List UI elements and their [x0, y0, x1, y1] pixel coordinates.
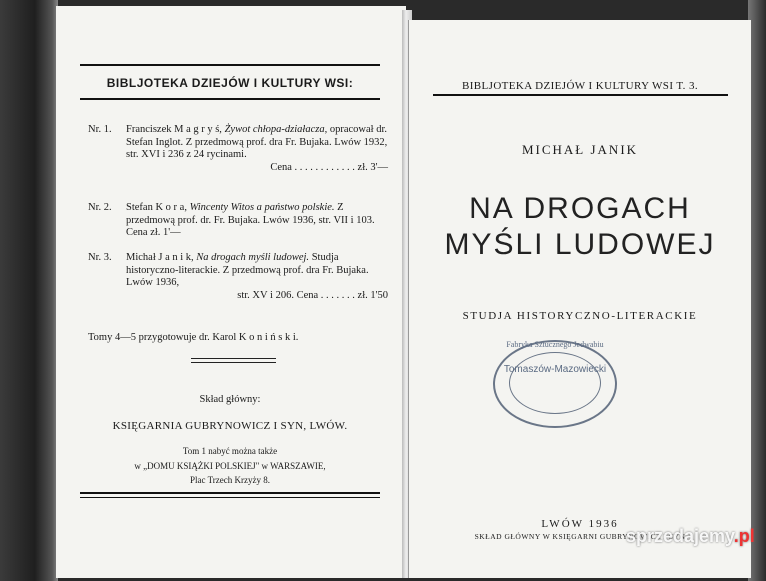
stamp-ring-text: Fabryka Sztucznego Jedwabiu — [506, 340, 604, 349]
entry-author: Michał J a n i k, — [126, 252, 194, 263]
series-heading: BIBLJOTEKA DZIEJÓW I KULTURY WSI: — [106, 76, 354, 90]
book-cover-edge-left — [0, 0, 58, 581]
entry-number: Nr. 3. — [88, 252, 112, 263]
depot-address: Plac Trzech Krzyży 8. — [190, 475, 270, 485]
entry-text: Lwów 1936, str. VII i 103. Cena zł. 1'— — [126, 214, 375, 238]
top-rule — [80, 64, 380, 66]
right-page — [408, 20, 751, 578]
author-name: MICHAŁ JANIK — [521, 142, 639, 157]
entry-number: Nr. 2. — [88, 202, 112, 213]
watermark-text: sprzedajemy — [626, 526, 734, 546]
entry-author: Franciszek M a g r y ś, — [126, 124, 222, 135]
depot-note: Tom 1 nabyć można także — [182, 446, 278, 456]
bottom-rule-thin — [80, 497, 380, 498]
entry-author: Stefan K o r a, — [126, 202, 187, 213]
entry-price: str. XV i 206. Cena . . . . . . . zł. 1'50 — [237, 289, 388, 301]
entry-text: opracował dr. Stefan Inglot. — [126, 124, 388, 148]
stamp-inner-ring — [509, 352, 601, 414]
ornament-rule — [191, 358, 276, 359]
ornament-rule — [191, 362, 276, 363]
entry-title: Żywot chłopa-działacza, — [224, 124, 328, 135]
upcoming-volumes-note: Tomy 4—5 przygotowuje dr. Karol K o n i ń s k i. — [88, 332, 299, 343]
book-title-line-2: MYŚLI LUDOWEJ — [444, 228, 716, 261]
entry-text: Studja historyczno-literackie. Z przedmową prof. dra Fr. Bujaka. Lwów 1936, — [126, 252, 369, 288]
entry-text: Z przedmową prof. dr. Fr. Bujaka. — [126, 202, 344, 226]
imprint-city-year: LWÓW 1936 — [541, 518, 619, 530]
series-rule — [433, 94, 728, 96]
entry-1 — [88, 124, 388, 174]
entry-text: Z przedmową prof. dra Fr. Bujaka. — [185, 136, 332, 148]
depot-warsaw: w „DOMU KSIĄŻKI POLSKIEJ" w WARSZAWIE, — [134, 461, 326, 471]
book-subtitle: STUDJA HISTORYCZNO-LITERACKIE — [462, 310, 698, 322]
entry-title: Na drogach myśli ludowej. — [196, 252, 310, 263]
entry-3 — [88, 252, 388, 302]
entry-title: Wincenty Witos a państwo polskie. — [189, 202, 335, 213]
entry-2 — [88, 202, 388, 240]
entry-price: Cena . . . . . . . . . . . . zł. 3'— — [270, 161, 388, 173]
book-title-line-1: NA DROGACH — [469, 192, 691, 225]
left-page — [56, 6, 406, 578]
depot-label: Skład główny: — [199, 394, 261, 405]
series-heading: BIBLJOTEKA DZIEJÓW I KULTURY WSI T. 3. — [461, 80, 698, 92]
stamp-city-text: Tomaszów-Mazowiecki — [503, 364, 607, 375]
series-rule — [80, 98, 380, 100]
bottom-rule — [80, 492, 380, 494]
watermark-logo — [626, 526, 755, 547]
library-stamp — [493, 340, 617, 428]
entry-text: Lwów 1932, str. XVI i 236 z 24 rycinami. — [126, 136, 388, 160]
watermark-domain: .pl — [733, 526, 755, 546]
depot-shop: KSIĘGARNIA GUBRYNOWICZ I SYN, LWÓW. — [112, 420, 348, 432]
imprint-depot: SKŁAD GŁÓWNY W KSIĘGARNI GUBRYNOWICZ I SYN — [474, 532, 686, 541]
entry-number: Nr. 1. — [88, 124, 112, 135]
